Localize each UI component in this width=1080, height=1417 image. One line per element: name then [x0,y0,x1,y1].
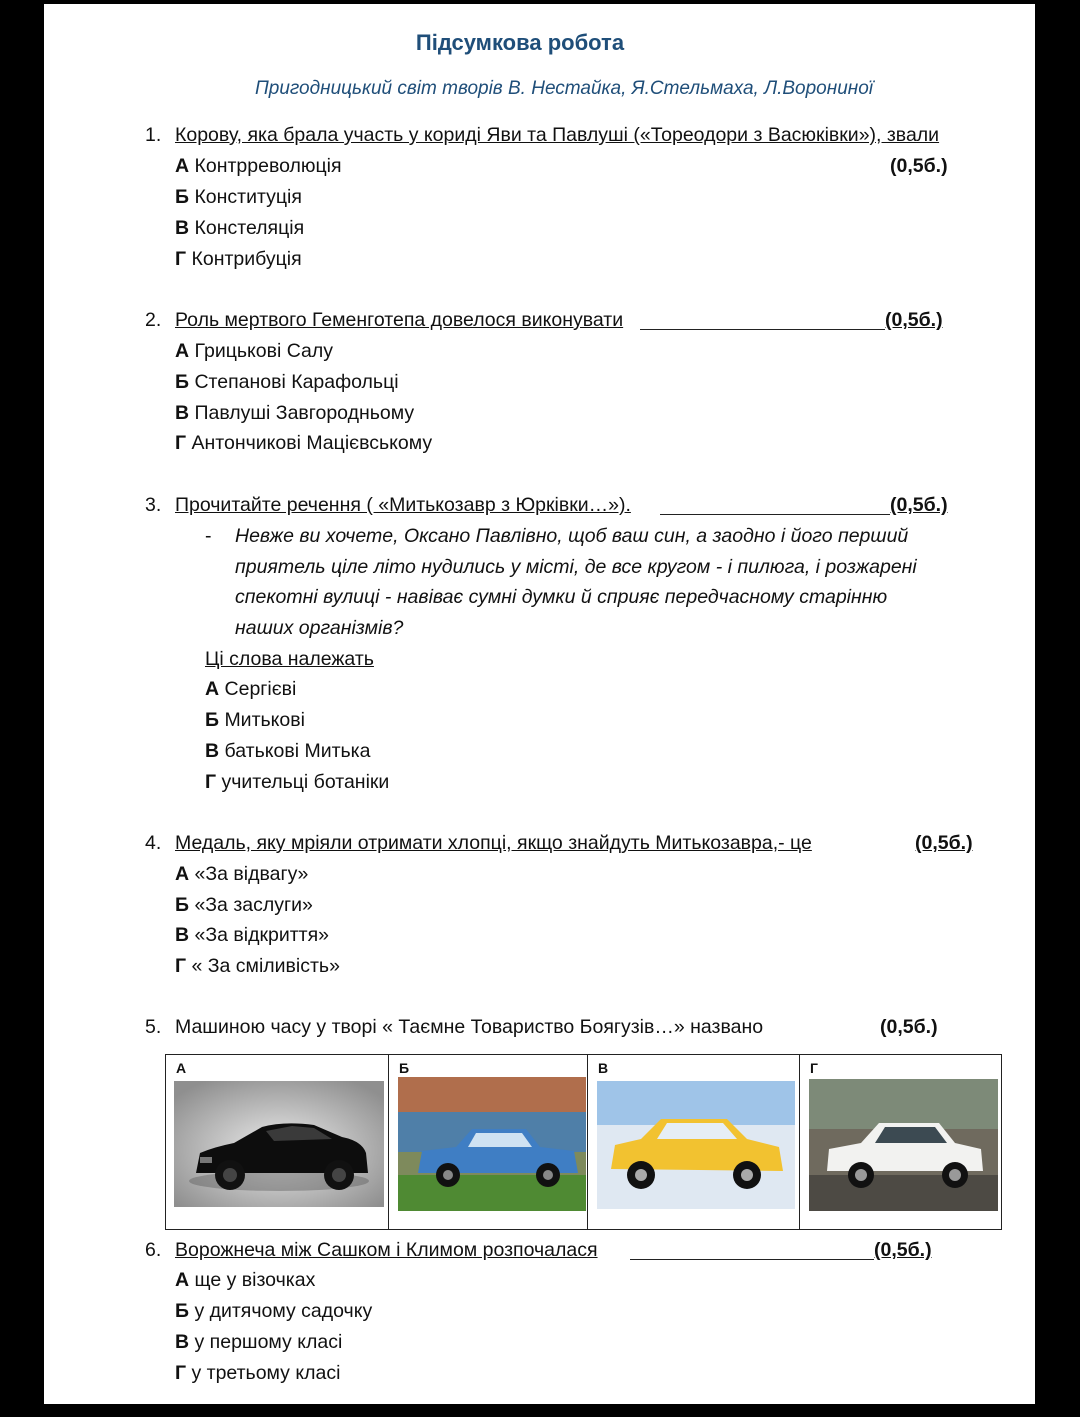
question-2-option-d[interactable] [175,431,432,455]
option-text: Степанові Карафольці [194,371,399,393]
option-text: «За заслуги» [194,894,313,916]
option-letter: А [205,678,220,700]
option-text: Конституція [194,186,302,208]
option-text: Констеляція [194,217,305,239]
question-4-option-d[interactable] [175,954,340,978]
quote-line-2: приятель ціле літо нудились у місті, де все кругом - і пилюга, і розжарені [235,556,917,578]
option-text: « За сміливість» [191,955,340,977]
option-text: у третьому класі [191,1362,341,1384]
question-3-option-c[interactable] [205,739,370,763]
option-text: Павлуші Завгородньому [194,402,415,424]
option-letter: Г [175,955,187,977]
question-1-option-b[interactable] [175,185,302,209]
option-letter: Г [205,771,217,793]
question-6-number: 6. [145,1239,162,1261]
question-3-underline [660,514,890,515]
question-5-number: 5. [145,1016,162,1038]
option-letter: В [175,924,190,946]
question-2-score: (0,5б.) [885,309,943,331]
car-option-b[interactable] [389,1055,588,1229]
question-4-option-c[interactable] [175,923,329,947]
option-letter: В [205,740,220,762]
option-text: ще у візочках [194,1269,316,1291]
option-letter: А [175,155,190,177]
option-letter: А [175,340,190,362]
question-6-option-d[interactable] [175,1361,340,1385]
car-option-letter: А [176,1060,187,1076]
option-letter: А [175,863,190,885]
quote-dash: - [205,525,212,547]
option-letter: В [175,217,190,239]
option-letter: Б [205,709,220,731]
option-letter: А [175,1269,190,1291]
question-2-number: 2. [145,309,162,331]
question-4-option-b[interactable] [175,893,313,917]
question-2-option-b[interactable] [175,370,399,394]
question-3-option-b[interactable] [205,708,305,732]
question-2-underline [640,329,885,330]
white-sedan-image [809,1079,998,1211]
option-letter: Б [175,894,190,916]
question-4-number: 4. [145,832,162,854]
question-3-option-d[interactable] [205,770,389,794]
question-1-option-d[interactable] [175,247,302,271]
option-letter: В [175,402,190,424]
question-4-text: Медаль, яку мріяли отримати хлопці, якщо знайдуть Митькозавра,- це [175,832,812,854]
car-option-c[interactable] [588,1055,800,1229]
question-3-option-a[interactable] [205,677,296,701]
question-3-text: Прочитайте речення ( «Митькозавр з Юрківки…»). [175,494,631,516]
car-option-letter: В [598,1060,609,1076]
quote-line-4: наших організмів? [235,617,404,639]
question-3-score: (0,5б.) [890,494,948,516]
question-4-option-a[interactable] [175,862,308,886]
option-text: учительці ботаніки [221,771,390,793]
question-2-text: Роль мертвого Геменготепа довелося виконувати [175,309,624,331]
question-2-option-c[interactable] [175,401,414,425]
car-options-table [165,1054,1002,1230]
question-6-option-a[interactable] [175,1268,315,1292]
question-3-prompt: Ці слова належать [205,648,374,670]
question-6-text: Ворожнеча між Сашком і Климом розпочалася [175,1239,598,1261]
question-6-option-b[interactable] [175,1299,372,1323]
car-option-letter: Г [810,1060,818,1076]
option-letter: Г [175,432,187,454]
car-option-d[interactable] [800,1055,1001,1229]
car-option-letter: Б [399,1060,410,1076]
option-text: «За відкриття» [194,924,330,946]
yellow-hatchback-image [597,1081,795,1209]
option-letter: Б [175,1300,190,1322]
question-1-score: (0,5б.) [890,155,948,177]
option-text: у дитячому садочку [194,1300,373,1322]
option-text: Антончикові Мацієвському [191,432,433,454]
page-title: Підсумкова робота [415,30,625,55]
quote-line-1: Невже ви хочете, Оксано Павлівно, щоб ваш син, а заодно і його перший [235,525,909,547]
question-6-option-c[interactable] [175,1330,342,1354]
option-text: Контрреволюція [194,155,342,177]
question-1-number: 1. [145,124,162,146]
question-2-option-a[interactable] [175,339,333,363]
option-letter: Б [175,371,190,393]
black-suv-image [174,1081,384,1207]
blue-sedan-image [398,1077,586,1211]
option-text: «За відвагу» [194,863,309,885]
question-5-score: (0,5б.) [880,1016,938,1038]
option-letter: Б [175,186,190,208]
question-3-number: 3. [145,494,162,516]
question-1-text: Корову, яка брала участь у кориді Яви та Павлуші («Тореодори з Васюківки»), звали [175,124,940,146]
option-text: Митькові [224,709,305,731]
option-text: батькові Митька [224,740,371,762]
quote-line-3: спекотні вулиці - навіває сумні думки й сприяє передчасному старінню [235,586,888,608]
question-4-score: (0,5б.) [915,832,973,854]
option-letter: В [175,1331,190,1353]
option-text: Грицькові Салу [194,340,334,362]
question-1-option-c[interactable] [175,216,304,240]
question-6-underline [630,1259,874,1260]
option-text: у першому класі [194,1331,343,1353]
question-1-option-a[interactable] [175,154,342,178]
option-text: Контрибуція [191,248,302,270]
option-letter: Г [175,1362,187,1384]
question-6-score: (0,5б.) [874,1239,932,1261]
option-letter: Г [175,248,187,270]
option-text: Сергієві [224,678,297,700]
car-option-a[interactable] [166,1055,389,1229]
question-5-text: Машиною часу у творі « Таємне Товариство Боягузів…» названо [175,1016,764,1038]
page-subtitle: Пригодницький світ творів В. Нестайка, Я.Стельмаха, Л.Ворониної [254,78,874,99]
